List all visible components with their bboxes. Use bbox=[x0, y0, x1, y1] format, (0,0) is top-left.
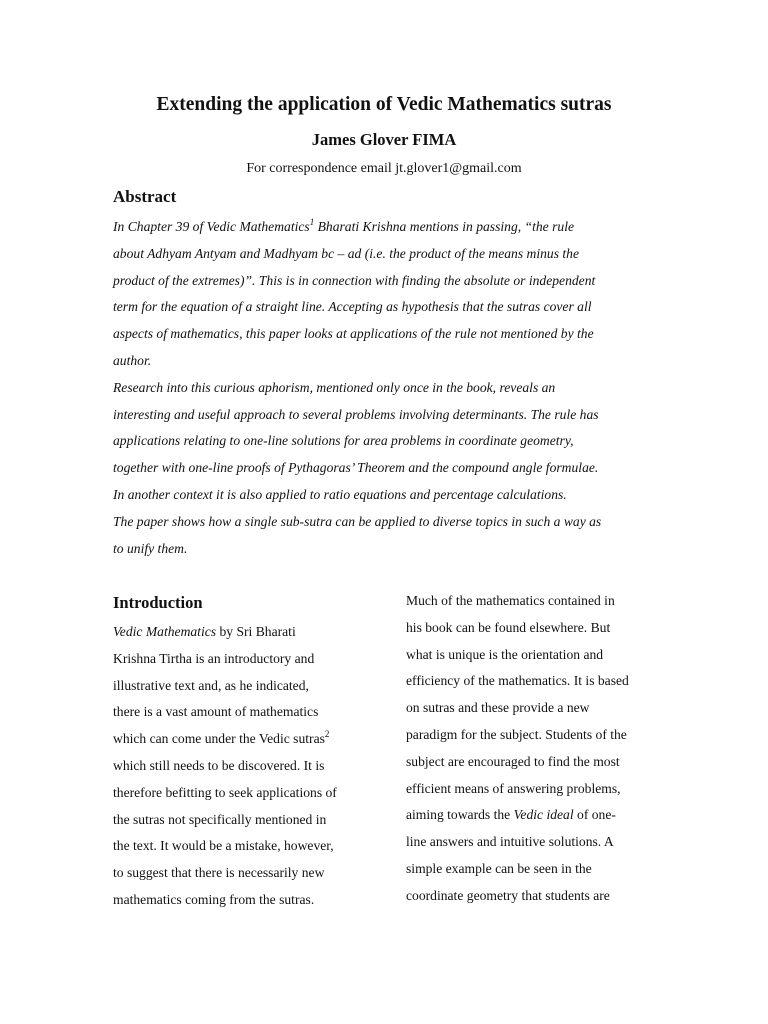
abstract-text: Bharati Krishna mentions in passing, “the rule bbox=[314, 219, 575, 234]
abstract-line: In another context it is also applied to ratio equations and percentage calculations. bbox=[113, 486, 567, 502]
paper-title: Extending the application of Vedic Mathematics sutras bbox=[156, 94, 612, 115]
abstract-heading: Abstract bbox=[113, 187, 177, 206]
body-text: of one- bbox=[573, 807, 616, 823]
body-text: which can come under the Vedic sutras bbox=[113, 731, 325, 747]
body-line: Krishna Tirtha is an introductory and bbox=[113, 650, 315, 666]
author-name: James Glover FIMA bbox=[311, 130, 457, 149]
body-line: what is unique is the orientation and bbox=[406, 646, 604, 662]
body-line: illustrative text and, as he indicated, bbox=[113, 677, 309, 693]
body-line bbox=[406, 802, 666, 829]
body-line bbox=[113, 726, 373, 753]
abstract-line: aspects of mathematics, this paper looks at applications of the rule not mentioned by the bbox=[113, 326, 594, 342]
right-column-text bbox=[406, 588, 666, 910]
correspondence-line: For correspondence email jt.glover1@gmail.com bbox=[246, 161, 522, 176]
abstract-line bbox=[113, 214, 658, 241]
left-column-text bbox=[113, 619, 373, 914]
body-line: on sutras and these provide a new bbox=[406, 700, 590, 716]
body-text: by Sri Bharati bbox=[216, 624, 296, 639]
abstract-line: applications relating to one-line solutions for area problems in coordinate geometry, bbox=[113, 433, 574, 449]
body-line: paradigm for the subject. Students of the bbox=[406, 726, 627, 742]
body-line: simple example can be seen in the bbox=[406, 860, 592, 876]
emphasis-vedic-ideal: Vedic ideal bbox=[513, 807, 574, 823]
body-text: aiming towards the bbox=[406, 807, 514, 823]
body-line: his book can be found elsewhere. But bbox=[406, 619, 611, 635]
footnote-ref-1: 1 bbox=[309, 217, 315, 227]
abstract-line: interesting and useful approach to several problems involving determinants. The rule has bbox=[113, 406, 599, 422]
body-line: line answers and intuitive solutions. A bbox=[406, 834, 614, 850]
abstract-line: Research into this curious aphorism, mentioned only once in the book, reveals an bbox=[113, 379, 556, 395]
abstract-text: In Chapter 39 of Vedic Mathematics bbox=[113, 219, 310, 234]
body-line: efficient means of answering problems, bbox=[406, 780, 621, 796]
body-line: the text. It would be a mistake, however, bbox=[113, 838, 334, 854]
body-line: mathematics coming from the sutras. bbox=[113, 891, 315, 907]
body-line: therefore befitting to seek applications of bbox=[113, 784, 337, 800]
footnote-ref-2: 2 bbox=[324, 729, 330, 740]
body-line bbox=[113, 619, 373, 646]
abstract-line: together with one-line proofs of Pythagoras’ Theorem and the compound angle formulae. bbox=[113, 460, 599, 476]
abstract-line: author. bbox=[113, 352, 152, 368]
abstract-line: about Adhyam Antyam and Madhyam bc – ad (i.e. the product of the means minus the bbox=[113, 245, 580, 261]
abstract-body bbox=[113, 214, 658, 562]
body-line: to suggest that there is necessarily new bbox=[113, 865, 325, 881]
body-line: which still needs to be discovered. It is bbox=[113, 757, 325, 773]
right-column bbox=[406, 588, 666, 910]
body-line: the sutras not specifically mentioned in bbox=[113, 811, 327, 827]
body-line: Much of the mathematics contained in bbox=[406, 593, 615, 608]
abstract-line: to unify them. bbox=[113, 540, 188, 556]
body-line: there is a vast amount of mathematics bbox=[113, 704, 319, 720]
abstract-line: term for the equation of a straight line. Accepting as hypothesis that the sutras cover all bbox=[113, 299, 592, 315]
body-line: efficiency of the mathematics. It is based bbox=[406, 673, 629, 689]
abstract-line: The paper shows how a single sub-sutra can be applied to diverse topics in such a way as bbox=[113, 513, 602, 529]
left-column bbox=[113, 592, 373, 914]
book-title: Vedic Mathematics bbox=[113, 624, 217, 639]
introduction-heading: Introduction bbox=[113, 593, 203, 612]
body-line: coordinate geometry that students are bbox=[406, 887, 610, 903]
body-line: subject are encouraged to find the most bbox=[406, 753, 620, 769]
abstract-line: product of the extremes)”. This is in connection with finding the absolute or independent bbox=[113, 272, 596, 288]
